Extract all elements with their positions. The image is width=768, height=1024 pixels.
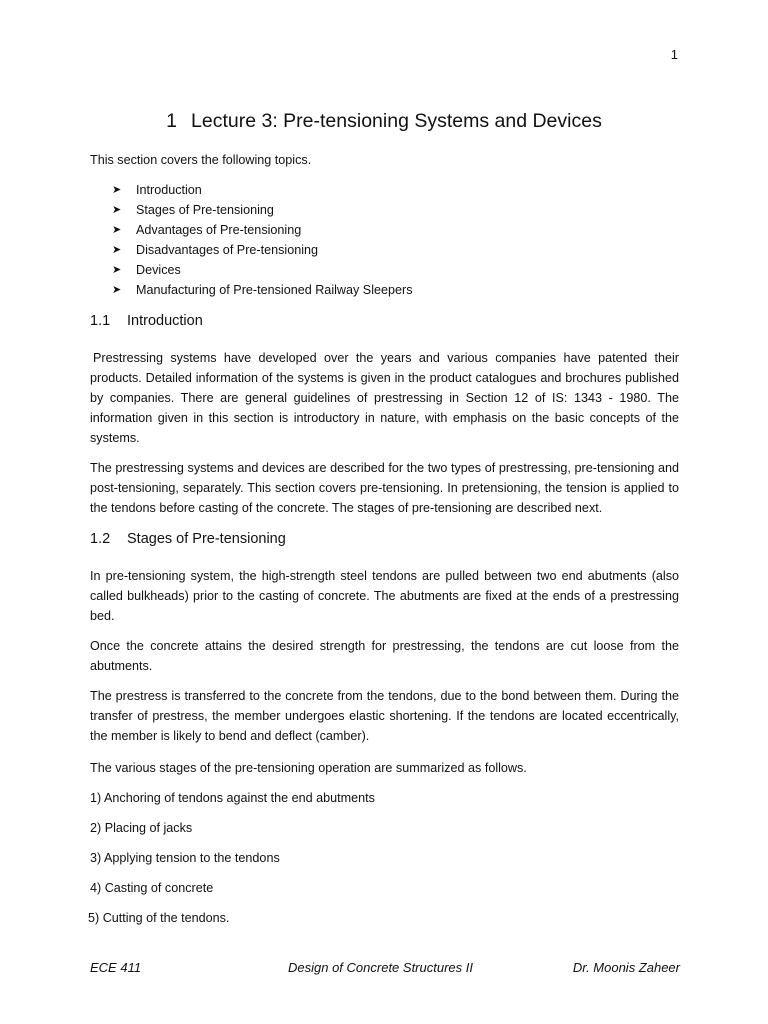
paragraph: In pre-tensioning system, the high-strength steel tendons are pulled between two end abutments (also called bulkheads) prior to the casting of concrete. The abutments are fixed at the ends of a prestressing bed. <box>90 569 679 623</box>
list-item <box>112 260 413 280</box>
arrow-bullet-icon: ➤ <box>112 224 122 236</box>
section-number: 1.1 <box>90 313 111 329</box>
title-text: Lecture 3: Pre-tensioning Systems and Devices <box>191 110 602 132</box>
title-number: 1 <box>166 110 178 132</box>
topic-label: Disadvantages of Pre-tensioning <box>136 243 319 257</box>
section-heading-introduction <box>90 313 203 329</box>
paragraph: Once the concrete attains the desired strength for prestressing, the tendons are cut loose from the abutments. <box>90 639 679 673</box>
section-title: Introduction <box>127 313 203 329</box>
topic-label: Devices <box>136 263 181 277</box>
list-item <box>112 240 413 260</box>
paragraph: The prestress is transferred to the concrete from the tendons, due to the bond between them. During the transfer of prestress, the member undergoes elastic shortening. If the tendons are located eccentrically, the member is likely to bend and deflect (camber). <box>90 689 679 743</box>
stage-step: 5) Cutting of the tendons. <box>88 911 230 925</box>
topic-label: Introduction <box>136 183 202 197</box>
topic-label: Stages of Pre-tensioning <box>136 203 274 217</box>
page-title <box>0 110 768 133</box>
footer-author: Dr. Moonis Zaheer <box>572 960 680 975</box>
page-footer <box>90 960 680 980</box>
arrow-bullet-icon: ➤ <box>112 244 122 256</box>
section-title: Stages of Pre-tensioning <box>127 531 286 547</box>
paragraph: The prestressing systems and devices are described for the two types of prestressing, pre-tensioning and post-tensioning, separately. This section covers pre-tensioning. In pretensioning, the tension is applied to the tendons before casting of the concrete. The stages of pre-tensioning are described next. <box>90 461 679 515</box>
arrow-bullet-icon: ➤ <box>112 264 122 276</box>
footer-course: ECE 411 <box>90 960 142 975</box>
list-item <box>112 200 413 220</box>
section-number: 1.2 <box>90 531 111 547</box>
arrow-bullet-icon: ➤ <box>112 204 122 216</box>
stage-step: 2) Placing of jacks <box>90 821 193 835</box>
topic-label: Advantages of Pre-tensioning <box>136 223 302 237</box>
list-item <box>112 280 413 300</box>
section-heading-stages <box>90 531 286 547</box>
stage-step: 3) Applying tension to the tendons <box>90 851 280 865</box>
footer-subject: Design of Concrete Structures II <box>288 960 473 975</box>
paragraph: The various stages of the pre-tensioning operation are summarized as follows. <box>90 761 527 775</box>
list-item <box>112 220 413 240</box>
topic-list <box>112 180 413 300</box>
page-number: 1 <box>670 47 678 62</box>
topic-label: Manufacturing of Pre-tensioned Railway Sleepers <box>136 283 413 297</box>
stage-step: 4) Casting of concrete <box>90 881 214 895</box>
arrow-bullet-icon: ➤ <box>112 184 122 196</box>
paragraph: Prestressing systems have developed over the years and various companies have patented their products. Detailed information of the systems is given in the product catalogues and brochures published by companies. There are general guidelines of prestressing in Section 12 of IS: 1343 - 1980. The information given in this section is introductory in nature, with emphasis on the basic concepts of the systems. <box>90 351 679 445</box>
list-item <box>112 180 413 200</box>
arrow-bullet-icon: ➤ <box>112 284 122 296</box>
stage-step: 1) Anchoring of tendons against the end abutments <box>90 791 375 805</box>
intro-text: This section covers the following topics. <box>90 153 312 167</box>
